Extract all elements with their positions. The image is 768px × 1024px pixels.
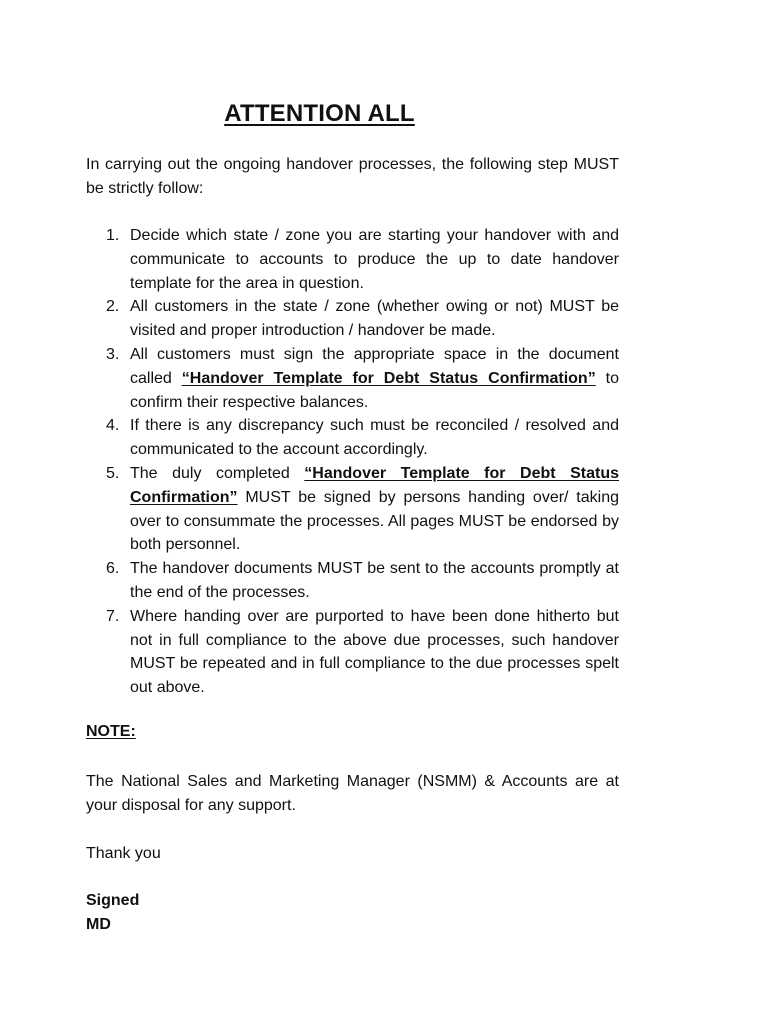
- step-number: 5.: [106, 464, 120, 482]
- intro-paragraph: In carrying out the ongoing handover processes, the following step MUST be strictly follow:: [86, 156, 619, 197]
- step-item-3: [86, 343, 619, 414]
- signature-block: [86, 889, 139, 937]
- step-text: The handover documents MUST be sent to the accounts promptly at the end of the processes.: [130, 560, 619, 601]
- template-name-emphasis: “Handover Template for Debt Status Confirmation”: [181, 369, 596, 387]
- step-number: 2.: [106, 298, 120, 316]
- step-item-4: [86, 414, 619, 462]
- step-number: 4.: [106, 417, 120, 435]
- step-text: Decide which state / zone you are starting your handover with and communicate to accounts to produce the up to date handover template for the area in question.: [130, 227, 619, 292]
- step-text-after: MUST be signed by persons handing over/ taking over to consummate the processes. All pages MUST be endorsed by both personnel.: [130, 488, 619, 554]
- step-item-6: [86, 557, 619, 605]
- page-title: [86, 92, 619, 129]
- step-text-after: to confirm their respective balances.: [130, 369, 620, 411]
- step-item-2: [86, 295, 619, 343]
- support-paragraph: The National Sales and Marketing Manager (NSMM) & Accounts are at your disposal for any support.: [86, 773, 619, 814]
- step-text-before: The duly completed: [130, 464, 305, 482]
- note-heading: NOTE:: [86, 723, 136, 740]
- step-number: 3.: [106, 345, 120, 363]
- step-text: All customers in the state / zone (whether owing or not) MUST be visited and proper introduction / handover be made.: [130, 298, 619, 340]
- step-item-5: [86, 462, 619, 557]
- signed-label: Signed: [86, 892, 140, 909]
- step-text-before: All customers must sign the appropriate space in the document called: [130, 345, 619, 387]
- step-item-7: [86, 605, 619, 700]
- step-number: 7.: [106, 607, 120, 625]
- signatory-name: MD: [86, 915, 111, 933]
- steps-list: [86, 224, 619, 700]
- step-number: 6.: [106, 560, 120, 578]
- step-text: If there is any discrepancy such must be reconciled / resolved and communicated to the account accordingly.: [130, 417, 619, 459]
- page-title-text: ATTENTION ALL: [224, 100, 415, 127]
- template-name-emphasis: “Handover Template for Debt Status Confirmation”: [130, 464, 619, 506]
- step-number: 1.: [106, 227, 120, 244]
- step-text: Where handing over are purported to have been done hitherto but not in full compliance to the above due processes, such handover MUST be repeated and in full compliance to the due processes spelt out above.: [130, 607, 619, 697]
- step-item-1: [86, 224, 619, 295]
- thank-you-text: Thank you: [86, 845, 161, 862]
